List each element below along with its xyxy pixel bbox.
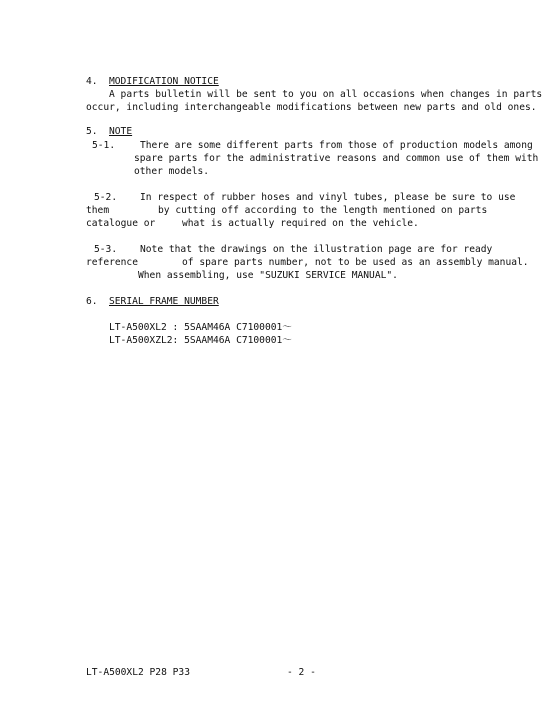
section-5-heading: NOTE bbox=[109, 126, 133, 137]
section-6-heading: SERIAL FRAME NUMBER bbox=[109, 296, 219, 307]
note-5-3-line-3: When assembling, use "SUZUKI SERVICE MANUAL". bbox=[138, 270, 398, 281]
note-5-1-label: 5-1. bbox=[92, 140, 116, 151]
footer-doc-code: LT-A500XL2 P28 P33 bbox=[86, 667, 190, 678]
section-4-number: 4. bbox=[86, 76, 98, 87]
note-5-3-line-1: Note that the drawings on the illustration page are for ready bbox=[140, 244, 493, 255]
note-5-3-line-2b: of spare parts number, not to be used as an assembly manual. bbox=[182, 257, 529, 268]
note-5-1-line-3: other models. bbox=[134, 166, 210, 177]
section-5-number: 5. bbox=[86, 126, 98, 137]
note-5-1-line-1: There are some different parts from those of production models among bbox=[140, 140, 533, 151]
section-6-number: 6. bbox=[86, 296, 98, 307]
note-5-2-line-1: In respect of rubber hoses and vinyl tubes, please be sure to use bbox=[140, 192, 516, 203]
section-4-heading: MODIFICATION NOTICE bbox=[109, 76, 219, 87]
footer-page-number: - 2 - bbox=[287, 667, 316, 678]
note-5-3-label: 5-3. bbox=[94, 244, 118, 255]
note-5-2-line-2b: by cutting off according to the length mentioned on parts bbox=[158, 205, 488, 216]
section-4-line-1: A parts bulletin will be sent to you on all occasions when changes in parts bbox=[109, 89, 543, 100]
note-5-2-label: 5-2. bbox=[94, 192, 118, 203]
note-5-2-line-2a: them bbox=[86, 205, 110, 216]
note-5-2-line-3a: catalogue or bbox=[86, 218, 156, 229]
note-5-1-line-2: spare parts for the administrative reasons and common use of them with bbox=[134, 153, 539, 164]
section-4-line-2: occur, including interchangeable modifications between new parts and old ones. bbox=[86, 102, 537, 113]
note-5-2-line-3b: what is actually required on the vehicle. bbox=[182, 218, 419, 229]
note-5-3-line-2a: reference bbox=[86, 257, 138, 268]
serial-entry-2: LT-A500XZL2: 5SAAM46A C7100001～ bbox=[109, 335, 292, 346]
serial-entry-1: LT-A500XL2 : 5SAAM46A C7100001～ bbox=[109, 322, 292, 333]
